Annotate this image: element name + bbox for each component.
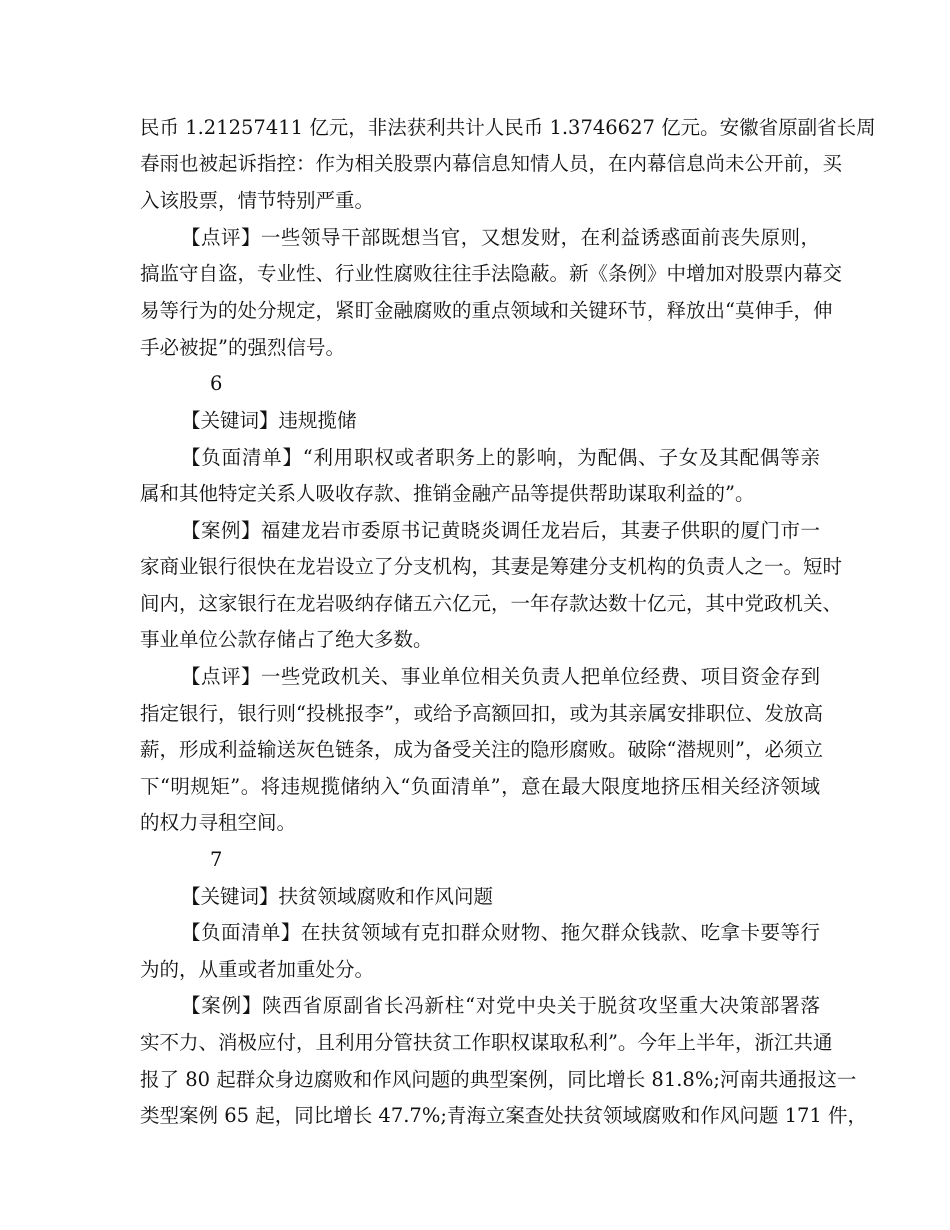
text-line: 【点评】一些领导干部既想当官，又想发财，在利益诱惑面前丧失原则， [181, 226, 820, 249]
text-line: 家商业银行很快在龙岩设立了分支机构，其妻是筹建分支机构的负责人之一。短时 [140, 555, 843, 578]
section-number: 7 [210, 848, 223, 871]
text-line: 报了 80 起群众身边腐败和作风问题的典型案例，同比增长 81.8%;河南共通报这一 [140, 1068, 857, 1091]
text-line: 下“明规矩”。将违规揽储纳入“负面清单”，意在最大限度地挤压相关经济领域 [140, 775, 820, 798]
text-line: 搞监守自盗，专业性、行业性腐败往往手法隐蔽。新《条例》中增加对股票内幕交 [140, 262, 843, 285]
text-line: 类型案例 65 起，同比增长 47.7%;青海立案查处扶贫领域腐败和作风问题 171 件， [140, 1104, 868, 1127]
text-line: 民币 1.21257411 亿元，非法获利共计人民币 1.3746627 亿元。安徽省原副省长周 [140, 116, 876, 139]
section-number: 6 [210, 372, 223, 395]
text-line: 入该股票，情节特别严重。 [140, 189, 375, 212]
text-line: 手必被捉”的强烈信号。 [140, 336, 345, 359]
text-line: 间内，这家银行在龙岩吸纳存储五六亿元，一年存款达数十亿元，其中党政机关、 [140, 592, 843, 615]
text-line: 【关键词】违规揽储 [181, 409, 357, 432]
text-line: 【关键词】扶贫领域腐败和作风问题 [181, 885, 494, 908]
text-line: 薪，形成利益输送灰色链条，成为备受关注的隐形腐败。破除“潜规则”，必须立 [140, 738, 823, 761]
text-line: 【负面清单】在扶贫领域有克扣群众财物、拖欠群众钱款、吃拿卡要等行 [181, 921, 820, 944]
text-line: 指定银行，银行则“投桃报李”，或给予高额回扣，或为其亲属安排职位、发放高 [140, 702, 823, 725]
text-line: 【案例】福建龙岩市委原书记黄晓炎调任龙岩后，其妻子供职的厦门市一 [181, 519, 820, 542]
text-line: 【负面清单】“利用职权或者职务上的影响，为配偶、子女及其配偶等亲 [181, 446, 820, 469]
text-line: 属和其他特定关系人吸收存款、推销金融产品等提供帮助谋取利益的”。 [140, 482, 755, 505]
text-line: 实不力、消极应付，且利用分管扶贫工作职权谋取私利”。今年上半年，浙江共通 [140, 1031, 833, 1054]
text-line: 事业单位公款存储占了绝大多数。 [140, 628, 433, 651]
text-line: 易等行为的处分规定，紧盯金融腐败的重点领域和关键环节，释放出“莫伸手，伸 [140, 299, 833, 322]
text-line: 【案例】陕西省原副省长冯新柱“对党中央关于脱贫攻坚重大决策部署落 [181, 994, 820, 1017]
text-line: 的权力寻租空间。 [140, 811, 297, 834]
text-line: 【点评】一些党政机关、事业单位相关负责人把单位经费、项目资金存到 [181, 665, 820, 688]
text-line: 春雨也被起诉指控：作为相关股票内幕信息知情人员，在内幕信息尚未公开前，买 [140, 152, 843, 175]
text-line: 为的，从重或者加重处分。 [140, 958, 375, 981]
